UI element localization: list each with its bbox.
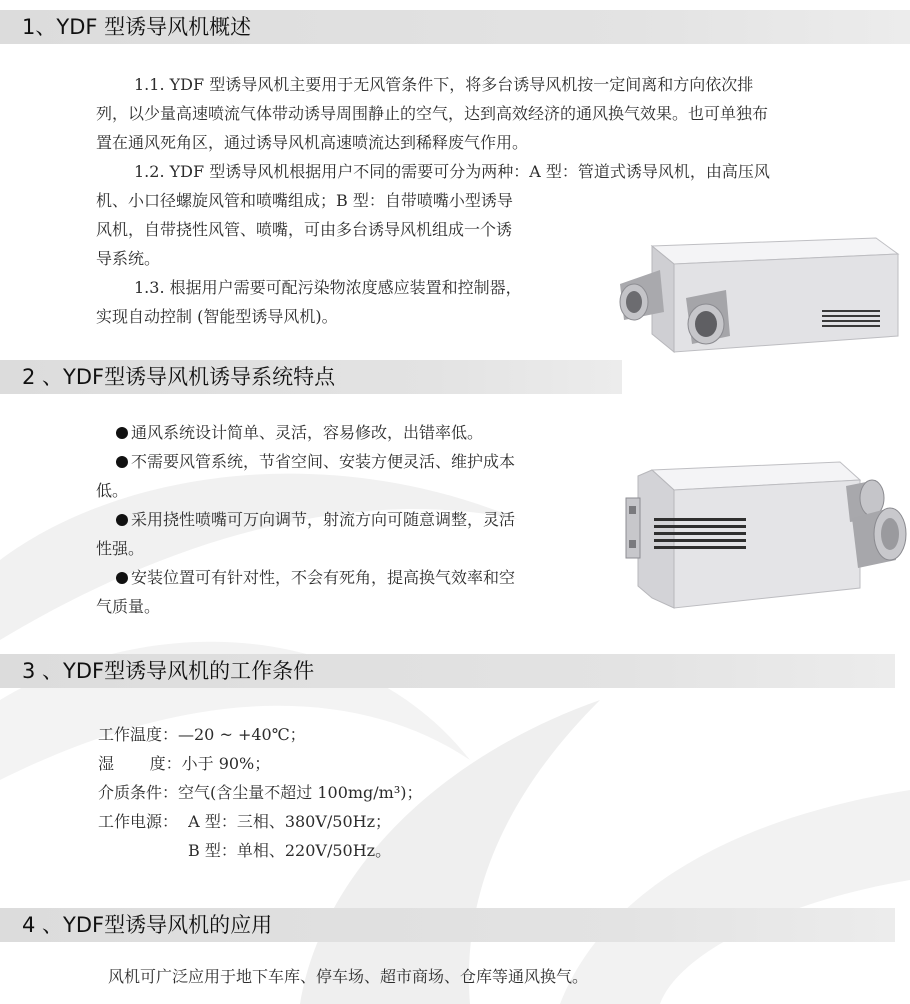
feature-text: 气质量。 <box>96 597 161 616</box>
section-4-header <box>0 908 895 942</box>
section-2-text <box>96 418 515 621</box>
section-3-text <box>98 720 423 865</box>
feature-text: 不需要风管系统，节省空间、安装方便灵活、维护成本 <box>131 452 516 471</box>
para-line: 机、小口径螺旋风管和喷嘴组成；B 型：自带喷嘴小型诱导 <box>96 191 513 210</box>
section-1-header <box>0 10 910 44</box>
feature-text: 低。 <box>96 481 129 500</box>
list-item <box>96 563 515 592</box>
para-line: 导系统。 <box>96 249 161 268</box>
bullet-icon <box>116 456 128 468</box>
list-item <box>96 505 515 534</box>
para-line: 1.1. YDF 型诱导风机主要用于无风管条件下，将多台诱导风机按一定间离和方向依次排 <box>134 75 754 94</box>
section-1-title: 1、YDF 型诱导风机概述 <box>22 15 252 39</box>
condition-line: 介质条件：空气(含尘量不超过 100mg/m³)； <box>98 783 423 802</box>
feature-text: 通风系统设计简单、灵活，容易修改，出错率低。 <box>131 423 484 442</box>
para-line: 实现自动控制 (智能型诱导风机)。 <box>96 307 338 326</box>
section-4-title: 4 、YDF型诱导风机的应用 <box>22 913 273 937</box>
section-4-text <box>108 962 588 991</box>
para-line: 列，以少量高速喷流气体带动诱导周围静止的空气，达到高效经济的通风换气效果。也可单独布 <box>96 104 769 123</box>
condition-line: 工作温度：—20 ~ +40℃； <box>98 725 306 744</box>
feature-text: 性强。 <box>96 539 145 558</box>
product-image-b <box>614 458 910 614</box>
para-line: 风机，自带挠性风管、喷嘴，可由多台诱导风机组成一个诱 <box>96 220 513 239</box>
product-image-a <box>614 232 904 362</box>
feature-text: 安装位置可有针对性，不会有死角，提高换气效率和空 <box>131 568 516 587</box>
list-item <box>96 418 515 447</box>
para-line: 1.2. YDF 型诱导风机根据用户不同的需要可分为两种：A 型：管道式诱导风机，由高压风 <box>134 162 770 181</box>
section-3-header <box>0 654 895 688</box>
section-3-title: 3 、YDF型诱导风机的工作条件 <box>22 659 315 683</box>
condition-line: 工作电源： A 型：三相、380V/50Hz； <box>98 812 392 831</box>
section-2-header <box>0 360 622 394</box>
section-2-title: 2 、YDF型诱导风机诱导系统特点 <box>22 365 336 389</box>
para-line: 置在通风死角区，通过诱导风机高速喷流达到稀释废气作用。 <box>96 133 529 152</box>
list-item <box>96 447 515 476</box>
para-line: 1.3. 根据用户需要可配污染物浓度感应装置和控制器， <box>134 278 522 297</box>
condition-line: 湿 度：小于 90%； <box>98 754 271 773</box>
condition-line: B 型：单相、220V/50Hz。 <box>188 841 392 860</box>
application-line: 风机可广泛应用于地下车库、停车场、超市商场、仓库等通风换气。 <box>108 967 589 986</box>
bullet-icon <box>116 514 128 526</box>
bullet-icon <box>116 427 128 439</box>
feature-text: 采用挠性喷嘴可万向调节，射流方向可随意调整，灵活 <box>131 510 516 529</box>
bullet-icon <box>116 572 128 584</box>
